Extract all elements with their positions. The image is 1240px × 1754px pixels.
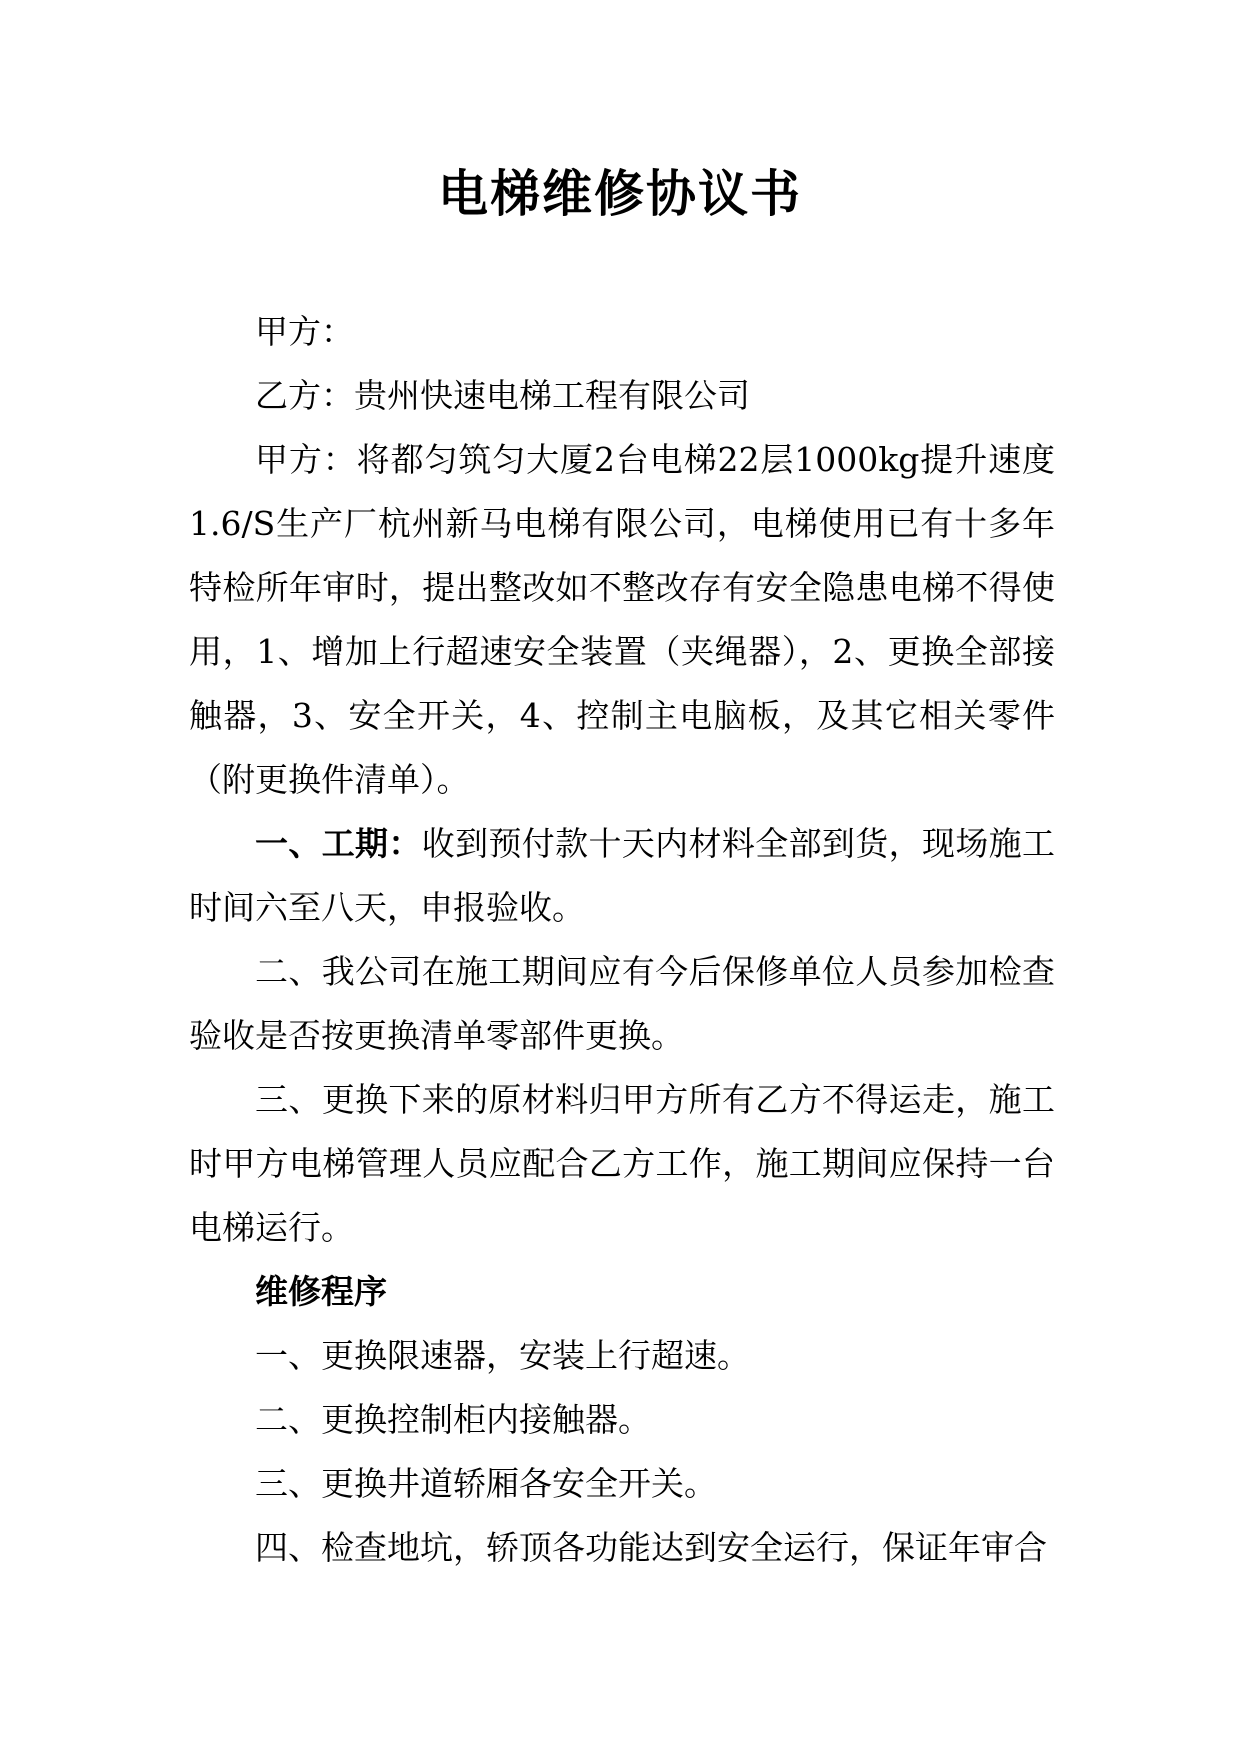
procedure-step: 三、更换井道轿厢各安全开关。 (255, 1464, 717, 1503)
document-body (189, 300, 1055, 1580)
intro-paragraph: 甲方：将都匀筑匀大厦2台电梯22层1000kg提升速度1.6/S生产厂杭州新马电梯有限公司，电梯使用已有十多年特检所年审时，提出整改如不整改存有安全隐患电梯不得使用，1、增加上行超速安全装置（夹绳器），2、更换全部接触器，3、安全开关，4、控制主电脑板，及其它相关零件（附更换件清单）。 (189, 440, 1055, 799)
clause-1-label: 一、工期： (255, 824, 422, 863)
document-title: 电梯维修协议书 (438, 164, 802, 223)
clause-3-paragraph: 三、更换下来的原材料归甲方所有乙方不得运走，施工时甲方电梯管理人员应配合乙方工作，施工期间应保持一台电梯运行。 (189, 1080, 1055, 1247)
party-a-line: 甲方： (255, 312, 354, 351)
clause-1-text: 收到预付款十天内材料全部到货，现场施工时间六至八天，申报验收。 (189, 824, 1056, 927)
procedure-heading: 维修程序 (255, 1272, 387, 1311)
procedure-step: 二、更换控制柜内接触器。 (255, 1400, 651, 1439)
clause-1-paragraph (189, 812, 1055, 940)
clause-2-paragraph: 二、我公司在施工期间应有今后保修单位人员参加检查验收是否按更换清单零部件更换。 (189, 952, 1055, 1055)
procedure-step: 一、更换限速器，安装上行超速。 (255, 1336, 750, 1375)
party-b-line: 乙方：贵州快速电梯工程有限公司 (255, 376, 750, 415)
procedure-step: 四、检查地坑，轿顶各功能达到安全运行，保证年审合 (255, 1528, 1047, 1567)
